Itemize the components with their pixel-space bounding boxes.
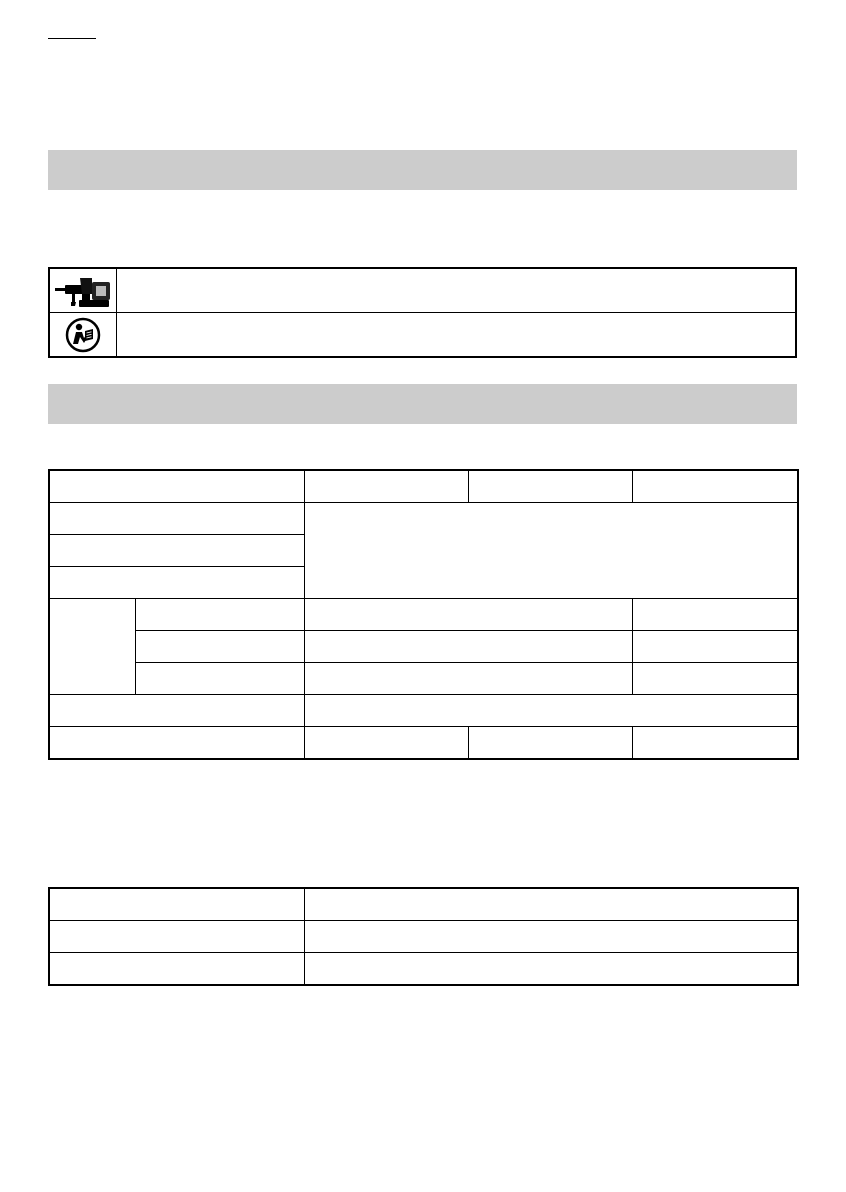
spec-extra xyxy=(632,599,798,631)
spec-row xyxy=(49,663,798,695)
spec-header-cell xyxy=(304,470,468,503)
spec-header-cell xyxy=(49,470,304,503)
spec-row xyxy=(49,631,798,663)
symbol-icon-cell xyxy=(49,268,117,313)
spec-label xyxy=(49,567,304,599)
spec-group-label xyxy=(49,599,135,695)
spec-label xyxy=(49,727,304,760)
aux-value xyxy=(304,888,798,921)
spec-value xyxy=(468,727,632,760)
spec-row xyxy=(49,695,798,727)
spec-label xyxy=(49,535,304,567)
aux-label xyxy=(49,888,304,921)
spec-label xyxy=(49,503,304,535)
spec-label xyxy=(49,695,304,727)
read-manual-icon xyxy=(50,317,116,353)
aux-value xyxy=(304,953,798,986)
section-header-band-1 xyxy=(48,150,797,190)
symbols-table xyxy=(48,267,797,358)
spec-row xyxy=(49,503,798,535)
spec-sublabel xyxy=(135,599,304,631)
symbol-row xyxy=(49,313,796,358)
spec-value xyxy=(304,599,632,631)
spec-extra xyxy=(632,631,798,663)
spec-header-cell xyxy=(468,470,632,503)
aux-label xyxy=(49,921,304,953)
spec-merged-value xyxy=(304,503,798,599)
spec-value xyxy=(304,695,798,727)
aux-value xyxy=(304,921,798,953)
top-rule xyxy=(48,38,96,39)
aux-row xyxy=(49,921,798,953)
spec-sublabel xyxy=(135,631,304,663)
aux-label xyxy=(49,953,304,986)
specifications-table xyxy=(48,469,799,760)
spec-value xyxy=(632,727,798,760)
symbol-description xyxy=(117,313,797,358)
spec-header-cell xyxy=(632,470,798,503)
symbol-icon-cell xyxy=(49,313,117,358)
spec-value xyxy=(304,631,632,663)
symbol-row xyxy=(49,268,796,313)
spec-sublabel xyxy=(135,663,304,695)
section-header-band-2 xyxy=(48,384,797,424)
auxiliary-table xyxy=(48,887,799,986)
spec-extra xyxy=(632,663,798,695)
spec-row xyxy=(49,727,798,760)
spec-value xyxy=(304,663,632,695)
spec-value xyxy=(304,727,468,760)
aux-row xyxy=(49,953,798,986)
symbol-description xyxy=(117,268,797,313)
aux-row xyxy=(49,888,798,921)
spec-header-row xyxy=(49,470,798,503)
spec-row xyxy=(49,599,798,631)
rotary-hammer-icon xyxy=(50,274,116,308)
